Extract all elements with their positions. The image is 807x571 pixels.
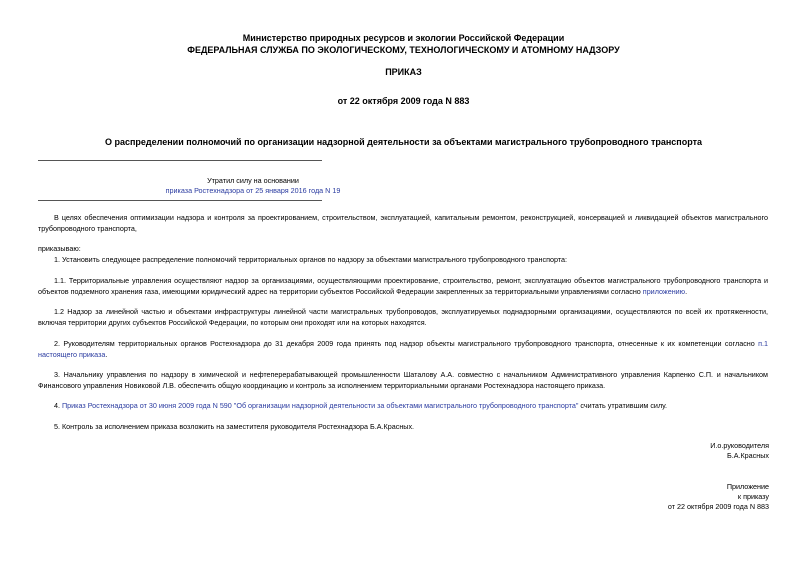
service-heading: ФЕДЕРАЛЬНАЯ СЛУЖБА ПО ЭКОЛОГИЧЕСКОМУ, ТЕХНОЛОГИЧЕСКОМУ И АТОМНОМУ НАДЗОРУ	[187, 45, 620, 55]
item-1-1-text: 1.1. Территориальные управления осуществляют надзор за организациями, осуществляющими проектирование, строительство, ремонт, эксплуатацию объектов магистрального трубопроводного транспорта и объектов подземного хранения газа, имеющими юридический адрес на территории субъектов Российской Федерации закрепленных за территориальными управлениями согласно	[38, 276, 768, 296]
clause-1-link[interactable]: п.1 настоящего приказа	[38, 339, 768, 359]
item-2-text: 2. Руководителям территориальных органов Ростехнадзора до 31 декабря 2009 года принять под надзор объекты магистрального трубопроводного транспорта, отнесенные к их компетенции согласно	[54, 339, 759, 348]
status-note-link-line	[38, 186, 468, 196]
order-590-link[interactable]: Приказ Ростехнадзора от 30 июня 2009 года N 590 "Об организации надзорной деятельности за объектами магистрального трубопроводного транспорта"	[62, 401, 579, 410]
doc-date-number: от 22 октября 2009 года N 883	[337, 96, 470, 106]
order-word: приказываю:	[38, 244, 81, 253]
appendix-title: Приложение	[726, 482, 769, 491]
divider-bottom	[38, 200, 322, 201]
item-1-1-end: .	[685, 286, 688, 296]
item-1-1	[38, 276, 768, 297]
doc-title: О распределении полномочий по организации надзорной деятельности за объектами магистрального трубопроводного транспорта	[104, 137, 703, 147]
item-4-end: считать утратившим силу.	[578, 401, 668, 410]
item-3: 3. Начальнику управления по надзору в химической и нефтеперерабатывающей промышленности Шаталову А.А. совместно с начальником Административного управления Карпенко С.П. и начальником Финансового управления Новиковой Л.В. обеспечить общую координацию и контроль за исполнением территориальными органами Ростехнадзора настоящего приказа.	[38, 370, 768, 390]
appendix-link[interactable]: приложению	[642, 286, 686, 296]
repeal-order-link[interactable]: приказа Ростехнадзора от 25 января 2016 года N 19	[165, 186, 341, 195]
item-1: 1. Установить следующее распределение полномочий территориальных органов по надзору за объектами магистрального трубопроводного транспорта:	[54, 255, 568, 264]
item-2-end: .	[105, 349, 108, 359]
item-4-num: 4.	[54, 401, 62, 410]
appendix-ref: к приказу	[737, 492, 769, 501]
item-4	[38, 401, 768, 412]
item-2	[38, 339, 768, 360]
intro-paragraph: В целях обеспечения оптимизации надзора и контроля за проектированием, строительством, эксплуатацией, капитальным ремонтом, реконструкцией, консервацией и ликвидацией объектов магистрального трубопроводного транспорта,	[38, 213, 768, 233]
appendix-date: от 22 октября 2009 года N 883	[667, 502, 769, 511]
divider-top	[38, 160, 322, 161]
item-5: 5. Контроль за исполнением приказа возложить на заместителя руководителя Ростехнадзора Б.А.Красных.	[54, 422, 415, 431]
ministry-heading: Министерство природных ресурсов и экологии Российской Федерации	[242, 33, 565, 43]
signature-name: Б.А.Красных	[726, 451, 769, 460]
item-1-2: 1.2 Надзор за линейной частью и объектами инфраструктуры линейной части магистральных трубопроводов, эксплуатируемых поднадзорными организациями, осуществляются по всей их протяженности, включая территории других субъектов Российской Федерации, по которым они проходят или на которых находятся.	[38, 307, 768, 327]
status-note-text: Утратил силу на основании	[207, 176, 299, 185]
signature-position: И.о.руководителя	[710, 441, 769, 450]
doc-type-heading: ПРИКАЗ	[385, 67, 422, 77]
